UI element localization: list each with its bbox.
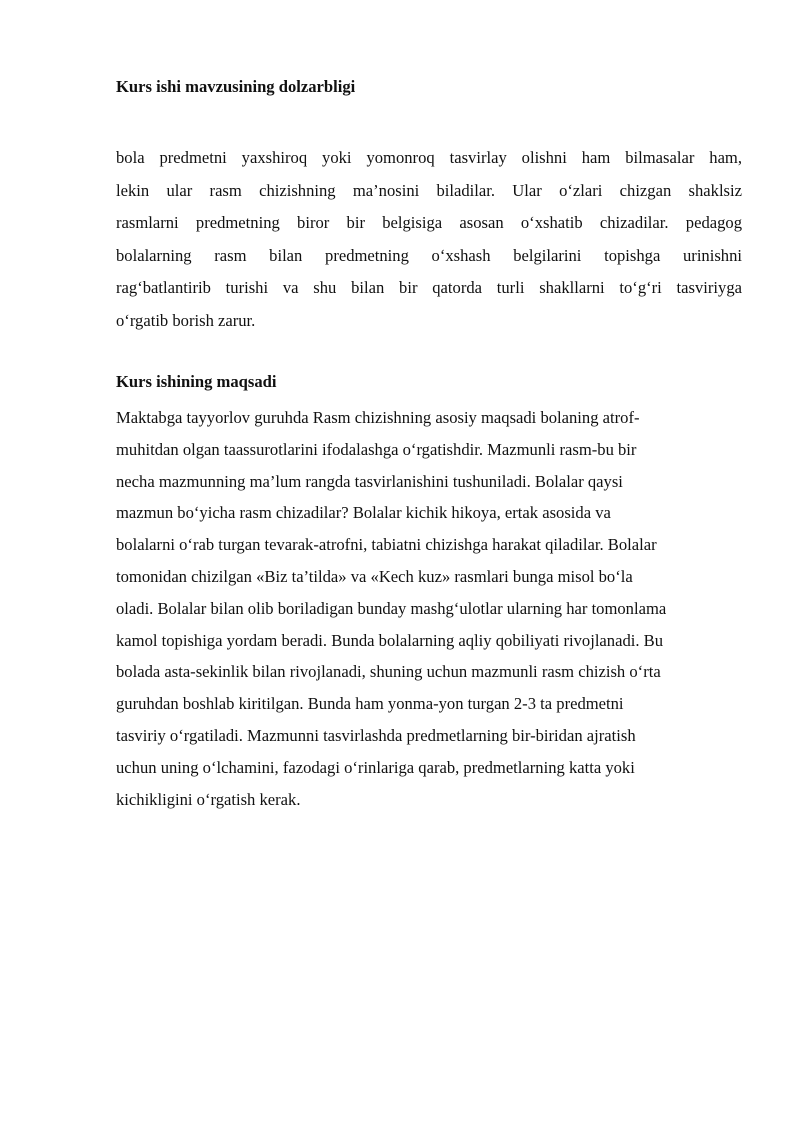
paragraph-line: oladi. Bolalar bilan olib boriladigan bunday mashg‘ulotlar ularning har tomonlama	[116, 598, 667, 618]
section-heading-relevance: Kurs ishi mavzusining dolzarbligi	[116, 77, 356, 96]
paragraph-line: tomonidan chizilgan «Biz ta’tilda» va «Kech kuz» rasmlari bunga misol bo‘la	[116, 566, 633, 586]
paragraph-line: bolada asta-sekinlik bilan rivojlanadi, shuning uchun mazmunli rasm chizish o‘rta	[116, 662, 661, 682]
paragraph-line: kichikligini o‘rgatish kerak.	[116, 789, 301, 809]
paragraph-line: lekin ular rasm chizishning ma’nosini biladilar. Ular o‘zlari chizgan shaklsiz	[116, 180, 742, 200]
relevance-paragraph	[116, 142, 742, 338]
paragraph-line: mazmun bo‘yicha rasm chizadilar? Bolalar kichik hikoya, ertak asosida va	[116, 503, 611, 523]
paragraph-line: o‘rgatib borish zarur.	[116, 310, 256, 330]
paragraph-line: uchun uning o‘lchamini, fazodagi o‘rinlariga qarab, predmetlarning katta yoki	[116, 757, 635, 777]
paragraph-line: bola predmetni yaxshiroq yoki yomonroq tasvirlay olishni ham bilmasalar ham,	[116, 148, 742, 167]
paragraph-line: bolalarni o‘rab turgan tevarak-atrofni, tabiatni chizishga harakat qiladilar. Bolalar	[116, 535, 657, 555]
paragraph-line: rag‘batlantirib turishi va shu bilan bir qatorda turli shakllarni to‘g‘ri tasviriyga	[116, 278, 742, 298]
paragraph-line: tasviriy o‘rgatiladi. Mazmunni tasvirlashda predmetlarning bir-biridan ajratish	[116, 725, 636, 745]
paragraph-line: guruhdan boshlab kiritilgan. Bunda ham yonma-yon turgan 2-3 ta predmetni	[116, 694, 624, 714]
goal-paragraph	[116, 402, 742, 815]
paragraph-line: bolalarning rasm bilan predmetning o‘xshash belgilarini topishga urinishni	[116, 245, 742, 265]
paragraph-line: kamol topishiga yordam beradi. Bunda bolalarning aqliy qobiliyati rivojlanadi. Bu	[116, 630, 664, 650]
paragraph-line: rasmlarni predmetning biror bir belgisiga asosan o‘xshatib chizadilar. pedagog	[116, 213, 742, 233]
paragraph-line: Maktabga tayyorlov guruhda Rasm chizishning asosiy maqsadi bolaning atrof-	[116, 408, 640, 427]
paragraph-line: muhitdan olgan taassurotlarini ifodalashga o‘rgatishdir. Mazmunli rasm-bu bir	[116, 439, 637, 459]
section-heading-goal: Kurs ishining maqsadi	[116, 372, 277, 391]
paragraph-line: necha mazmunning ma’lum rangda tasvirlanishini tushuniladi. Bolalar qaysi	[116, 471, 623, 491]
